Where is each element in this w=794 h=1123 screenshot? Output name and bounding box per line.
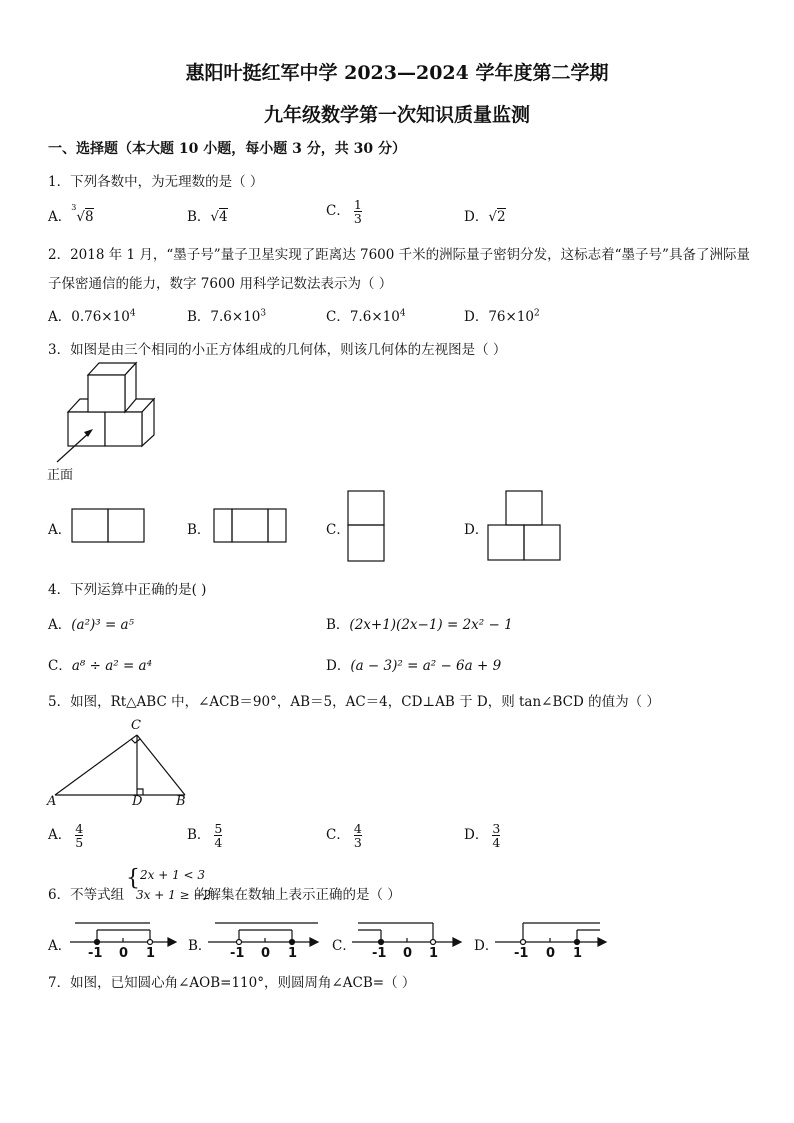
q6-c-label: C． <box>332 938 356 954</box>
q1-c-numerator: 1 <box>353 197 362 212</box>
q4-c-expression: a⁸ ÷ a² = a⁴ <box>71 658 153 674</box>
q2-a-exponent: 4 <box>129 308 136 319</box>
q1-d-label: D． <box>464 209 489 225</box>
q6-a-tick-neg1: -1 <box>88 946 103 961</box>
q5-c-label: C． <box>326 827 350 844</box>
q2-a-base: 0.76×10 <box>71 309 130 325</box>
q1-d-radicand: 2 <box>496 209 506 225</box>
q4-a-label: A． <box>48 617 72 633</box>
q1-b-label: B． <box>187 209 211 225</box>
q5-a-denominator: 5 <box>75 835 84 851</box>
question-7-stem: 7．如图，已知圆心角∠AOB=110°，则圆周角∠ACB=（ ） <box>48 975 416 991</box>
q6-c-tick-1: 1 <box>429 946 439 961</box>
q6-c-tick-0: 0 <box>403 946 413 961</box>
q6-option-b-number-line <box>208 923 318 946</box>
question-5-stem: 5．如图，Rt△ABC 中，∠ACB＝90°，AB＝5，AC＝4，CD⊥AB 于 D，则 tan∠BCD 的值为（ ） <box>48 694 660 710</box>
radical-icon: √ <box>76 209 85 225</box>
q6-d-tick-neg1: -1 <box>514 946 529 961</box>
q4-c-label: C． <box>48 658 72 674</box>
vertex-d-label: D <box>132 794 143 809</box>
section-heading: 一、选择题（本大题 10 小题，每小题 3 分，共 30 分） <box>48 141 406 157</box>
q6-c-tick-neg1: -1 <box>372 946 387 961</box>
q6-option-d-number-line <box>495 923 606 946</box>
q6-b-tick-neg1: -1 <box>230 946 245 961</box>
question-6-stem-pre: 6．不等式组 <box>48 887 125 903</box>
q2-a-label: A． <box>48 309 72 325</box>
q1-c-denominator: 3 <box>353 211 362 227</box>
q3-c-label: C． <box>326 522 350 538</box>
q4-a-expression: (a²)³ = a⁵ <box>71 617 135 633</box>
q1-c-label: C． <box>326 203 350 220</box>
q6-b-tick-0: 0 <box>261 946 271 961</box>
exam-title-line2: 九年级数学第一次知识质量监测 <box>263 104 530 126</box>
q5-d-label: D． <box>464 827 489 844</box>
q5-c-denominator: 3 <box>353 835 362 851</box>
q3-a-label: A． <box>48 522 72 538</box>
brace-icon: { <box>126 866 140 891</box>
exam-title-line1: 惠阳叶挺红军中学 2023—2024 学年度第二学期 <box>185 62 609 84</box>
q5-b-label: B． <box>187 827 211 844</box>
q2-c-exponent: 4 <box>399 308 406 319</box>
vertex-c-label: C <box>131 718 141 733</box>
front-view-label: 正面 <box>47 468 74 483</box>
q6-a-tick-1: 1 <box>146 946 156 961</box>
q2-d-label: D． <box>464 309 489 325</box>
question-6-stem-post: 的解集在数轴上表示正确的是（ ） <box>194 887 401 903</box>
q6-b-label: B． <box>188 938 212 954</box>
q1-a-radicand: 8 <box>84 209 94 225</box>
q2-d-exponent: 2 <box>534 308 540 319</box>
q6-d-tick-0: 0 <box>546 946 556 961</box>
q4-d-label: D． <box>326 658 351 674</box>
q6-b-tick-1: 1 <box>288 946 298 961</box>
q6-inequality-2: 3x + 1 ≥ −2 <box>136 888 212 902</box>
q5-c-numerator: 4 <box>353 821 362 836</box>
q6-a-tick-0: 0 <box>119 946 129 961</box>
radical-icon: √ <box>210 209 220 225</box>
q6-option-a-number-line <box>70 923 176 946</box>
q5-b-numerator: 5 <box>214 821 223 836</box>
q6-inequality-1: 2x + 1 < 3 <box>140 868 206 882</box>
q4-b-label: B． <box>326 617 350 633</box>
q1-a-root-index: 3 <box>71 202 77 212</box>
q2-c-label: C． <box>326 309 350 325</box>
q3-b-label: B． <box>187 522 211 538</box>
q4-d-expression: (a − 3)² = a² − 6a + 9 <box>350 658 502 674</box>
q3-d-label: D． <box>464 522 489 538</box>
vertex-b-label: B <box>176 794 186 809</box>
q1-a-label: A． <box>48 209 72 225</box>
q6-a-label: A． <box>48 938 72 954</box>
question-2-line2: 子保密通信的能力，数字 7600 用科学记数法表示为（ ） <box>48 276 393 292</box>
q2-c-base: 7.6×10 <box>349 309 400 325</box>
q6-option-c-number-line <box>352 923 461 946</box>
q5-b-denominator: 4 <box>214 835 223 851</box>
q2-b-label: B． <box>187 309 211 325</box>
q6-d-tick-1: 1 <box>573 946 583 961</box>
question-1-stem: 1．下列各数中，为无理数的是（ ） <box>48 174 264 190</box>
question-2-line1: 2．2018 年 1 月，“墨子号”量子卫星实现了距离达 7600 千米的洲际量子密钥分发，这标志着“墨子号”具备了洲际量 <box>48 247 750 263</box>
question-3-stem: 3．如图是由三个相同的小正方体组成的几何体，则该几何体的左视图是（ ） <box>48 342 507 358</box>
q6-d-label: D． <box>474 938 499 954</box>
radical-icon: √ <box>488 209 497 225</box>
q5-d-denominator: 4 <box>492 835 501 851</box>
vertex-a-label: A <box>47 794 57 809</box>
q2-b-base: 7.6×10 <box>210 309 261 325</box>
q4-b-expression: (2x+1)(2x−1) = 2x² − 1 <box>349 617 513 633</box>
q2-b-exponent: 3 <box>260 308 267 319</box>
q5-d-numerator: 3 <box>492 821 501 836</box>
q2-d-base: 76×10 <box>488 309 534 325</box>
q1-b-radicand: 4 <box>219 209 228 225</box>
q5-a-numerator: 4 <box>75 821 84 836</box>
q5-a-label: A． <box>48 827 72 844</box>
question-4-stem: 4．下列运算中正确的是( ) <box>48 582 207 598</box>
